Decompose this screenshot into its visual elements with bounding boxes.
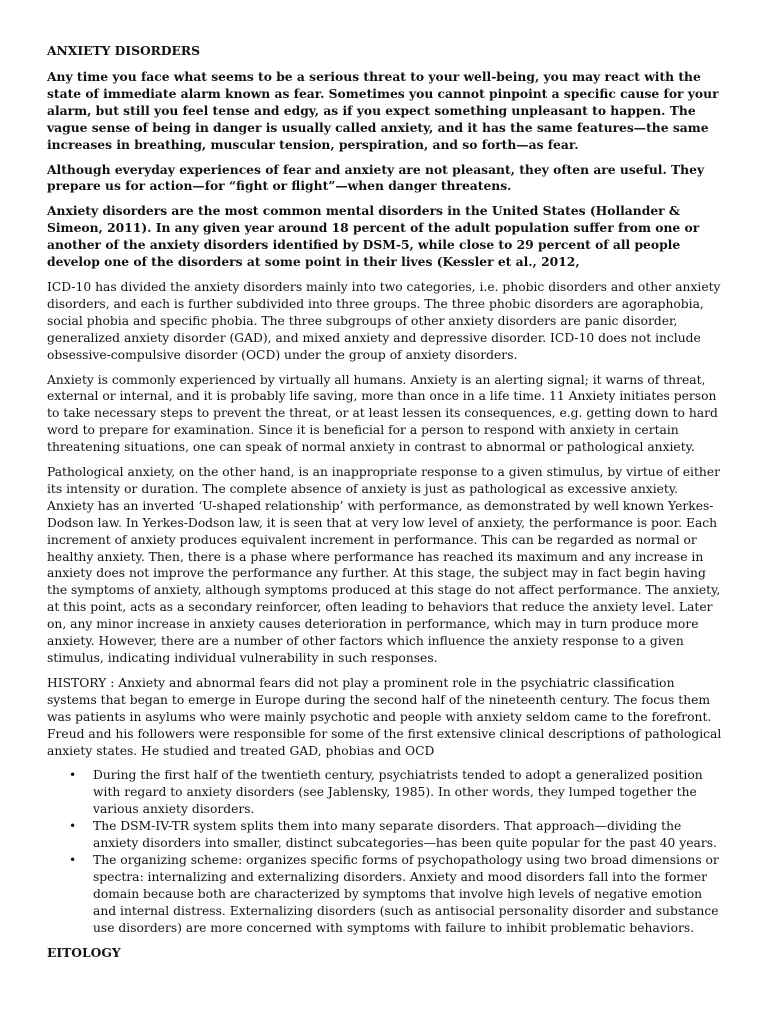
list-item-text: During the first half of the twentieth century, psychiatrists tended to adopt a generalized position with regard to anxiety disorders (see Jablensky, 1985). In other words, they lumped together the various anxiety disorders. (93, 768, 703, 817)
list-item (47, 818, 724, 852)
intro-paragraph-3: Anxiety disorders are the most common mental disorders in the United States (Hollander & Simeon, 2011). In any given year around 18 percent of the adult population suffer from one or another of the anxiety disorders identified by DSM-5, while close to 29 percent of all people develop one of the disorders at some point in their lives (Kessler et al., 2012, (47, 203, 700, 270)
document-title: ANXIETY DISORDERS (47, 43, 201, 58)
bullet-icon: • (69, 852, 77, 867)
section-heading-etiology: EITOLOGY (47, 944, 121, 960)
list-item-text: The organizing scheme: organizes specific forms of psychopathology using two broad dimensions or spectra: internalizing and externalizing disorders. Anxiety and mood disorders fall into the former domain because both are characterized by symptoms that involve high levels of negative emotion and internal distress. Externalizing disorders (such as antisocial personality disorder and substance use disorders) are more concerned with symptoms with failure to inhibit problematic behaviors. (93, 852, 719, 935)
body-paragraph-pathological-anxiety: Pathological anxiety, on the other hand, is an inappropriate response to a given stimulus, by virtue of either its intensity or duration. The complete absence of anxiety is just as pathological as excessive anxiety. Anxiety has an inverted ‘U-shaped relationship’ with performance, as demonstrated by well known Yerkes-Dodson law. In Yerkes-Dodson law, it is seen that at very low level of anxiety, the performance is poor. Each increment of anxiety produces equivalent increment in performance. This can be regarded as normal or healthy anxiety. Then, there is a phase where performance has reached its maximum and any increase in anxiety does not improve the performance any further. At this stage, the subject may in fact begin having the symptoms of anxiety, although symptoms produced at this stage do not affect performance. The anxiety, at this point, acts as a secondary reinforcer, often leading to behaviors that reduce the anxiety level. Later on, any minor increase in anxiety causes deterioration in performance, which may in turn produce more anxiety. However, there are a number of other factors which influence the anxiety response to a given stimulus, indicating individual vulnerability in such responses. (47, 465, 721, 665)
list-item-text: The DSM-IV-TR system splits them into many separate disorders. That approach—dividing the anxiety disorders into smaller, distinct subcategories—has been quite popular for the past 40 years. (93, 819, 717, 851)
intro-paragraph-1: Any time you face what seems to be a serious threat to your well-being, you may react with the state of immediate alarm known as fear. Sometimes you cannot pinpoint a specific cause for your alarm, but still you feel tense and edgy, as if you expect something unpleasant to happen. The vague sense of being in danger is usually called anxiety, and it has the same features—the same increases in breathing, muscular tension, perspiration, and so forth—as fear. (47, 69, 719, 152)
body-paragraph-normal-anxiety: Anxiety is commonly experienced by virtually all humans. Anxiety is an alerting signal; it warns of threat, external or internal, and it is probably life saving, more than once in a life time. 11 Anxiety initiates person to take necessary steps to prevent the threat, or at least lessen its consequences, e.g. getting down to hard word to prepare for examination. Since it is beneficial for a person to respond with anxiety in certain threatening situations, one can speak of normal anxiety in contrast to abnormal or pathological anxiety. (47, 372, 718, 455)
history-bullet-list (47, 767, 724, 936)
intro-paragraph-2: Although everyday experiences of fear and anxiety are not pleasant, they often are useful. They prepare us for action—for “fight or flight”—when danger threatens. (47, 161, 705, 194)
list-item (47, 852, 724, 937)
bullet-icon: • (69, 768, 77, 783)
list-item (47, 767, 724, 818)
body-paragraph-history: HISTORY : Anxiety and abnormal fears did not play a prominent role in the psychiatric classification systems that began to emerge in Europe during the second half of the nineteenth century. The focus them was patients in asylums who were mainly psychotic and people with anxiety seldom came to the forefront. Freud and his followers were responsible for some of the first extensive clinical descriptions of pathological anxiety states. He studied and treated GAD, phobias and OCD (47, 675, 722, 758)
bullet-icon: • (69, 819, 77, 834)
body-paragraph-icd10: ICD-10 has divided the anxiety disorders mainly into two categories, i.e. phobic disorders and other anxiety disorders, and each is further subdivided into three groups. The three phobic disorders are agoraphobia, social phobia and specific phobia. The three subgroups of other anxiety disorders are panic disorder, generalized anxiety disorder (GAD), and mixed anxiety and depressive disorder. ICD-10 does not include obsessive-compulsive disorder (OCD) under the group of anxiety disorders. (47, 279, 721, 362)
